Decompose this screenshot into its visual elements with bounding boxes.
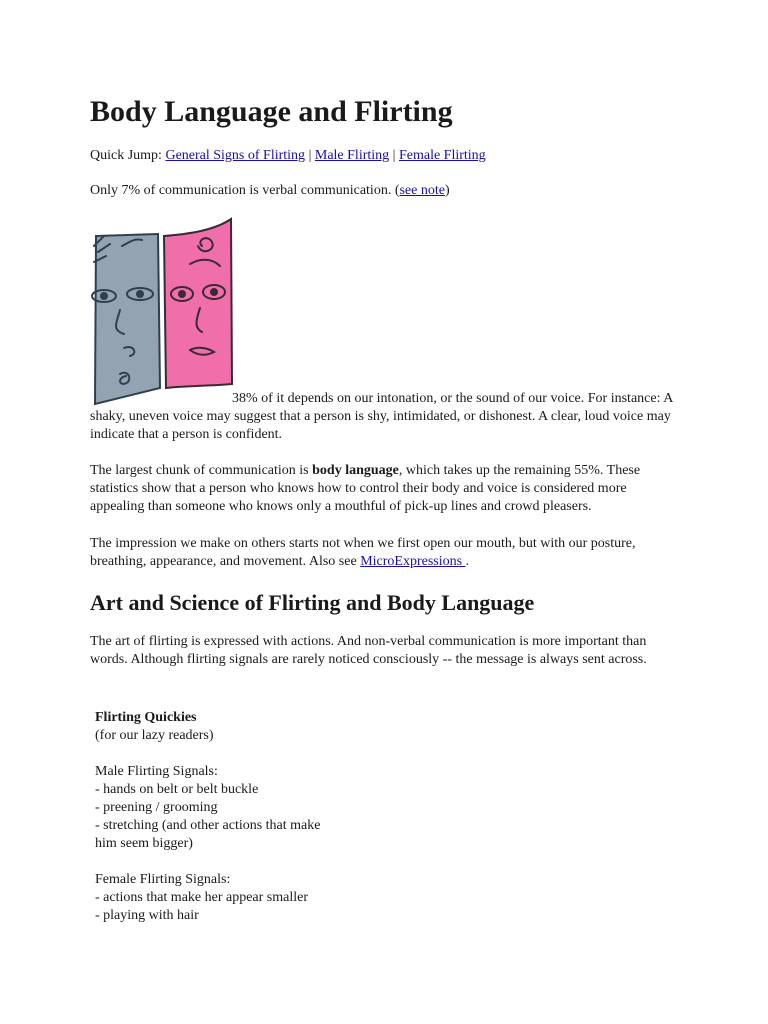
impression-text: The impression we make on others starts not when we first open our mouth, but with our posture, breathing, appearance, and movement. Also see: [90, 536, 636, 569]
list-item: - hands on belt or belt buckle: [95, 782, 259, 797]
voice-paragraph: 38% of it depends on our intonation, or the sound of our voice. For instance: A shaky, uneven voice may suggest that a person is shy, intimidated, or dishonest. A clear, loud voice may indicate that a person is confident.: [90, 391, 673, 442]
intro-text: Only 7% of communication is verbal communication. (: [90, 183, 400, 198]
faces-illustration: [90, 216, 235, 406]
microexpressions-link[interactable]: MicroExpressions: [360, 554, 466, 569]
quick-jump-bar: [90, 147, 486, 165]
body-language-paragraph: [90, 462, 680, 516]
body-language-bold: body language: [312, 463, 399, 478]
list-item: - preening / grooming: [95, 800, 218, 815]
separator: |: [392, 148, 396, 163]
page-title: Body Language and Flirting: [90, 95, 453, 128]
art-paragraph: The art of flirting is expressed with actions. And non-verbal communication is more important than words. Although flirting signals are rarely noticed consciously -- the message is always sent across.: [90, 634, 647, 667]
list-item: him seem bigger): [95, 836, 193, 851]
quickies-title: Flirting Quickies: [95, 710, 197, 725]
body-text-before: The largest chunk of communication is: [90, 463, 313, 478]
male-signals-heading: Male Flirting Signals:: [95, 764, 218, 779]
quick-jump-label: Quick Jump:: [90, 148, 162, 163]
body-text-after: , which takes up the remaining 55%. These statistics show that a person who knows how to control their body and voice is considered more appealing than someone who knows only a mouthful of pick-up lines and crowd pleasers.: [90, 463, 641, 514]
intro-close: ): [444, 183, 450, 198]
impression-end: .: [465, 554, 470, 569]
link-male-flirting[interactable]: Male Flirting: [314, 148, 390, 163]
impression-paragraph: [90, 535, 680, 571]
link-general-signs[interactable]: General Signs of Flirting: [165, 148, 306, 163]
intro-paragraph: [90, 182, 450, 200]
pink-face-panel: [164, 219, 232, 388]
quickies-subtitle: (for our lazy readers): [95, 728, 214, 743]
list-item: - actions that make her appear smaller: [95, 890, 309, 905]
flirting-quickies-box: [95, 709, 345, 925]
separator: |: [308, 148, 312, 163]
list-item: - stretching (and other actions that make: [95, 818, 321, 833]
see-note-link[interactable]: see note: [399, 183, 445, 198]
female-signals-heading: Female Flirting Signals:: [95, 872, 231, 887]
section-heading: Art and Science of Flirting and Body Language: [90, 590, 535, 615]
link-female-flirting[interactable]: Female Flirting: [398, 148, 486, 163]
gray-face-panel: [95, 234, 160, 404]
list-item: - playing with hair: [95, 908, 199, 923]
